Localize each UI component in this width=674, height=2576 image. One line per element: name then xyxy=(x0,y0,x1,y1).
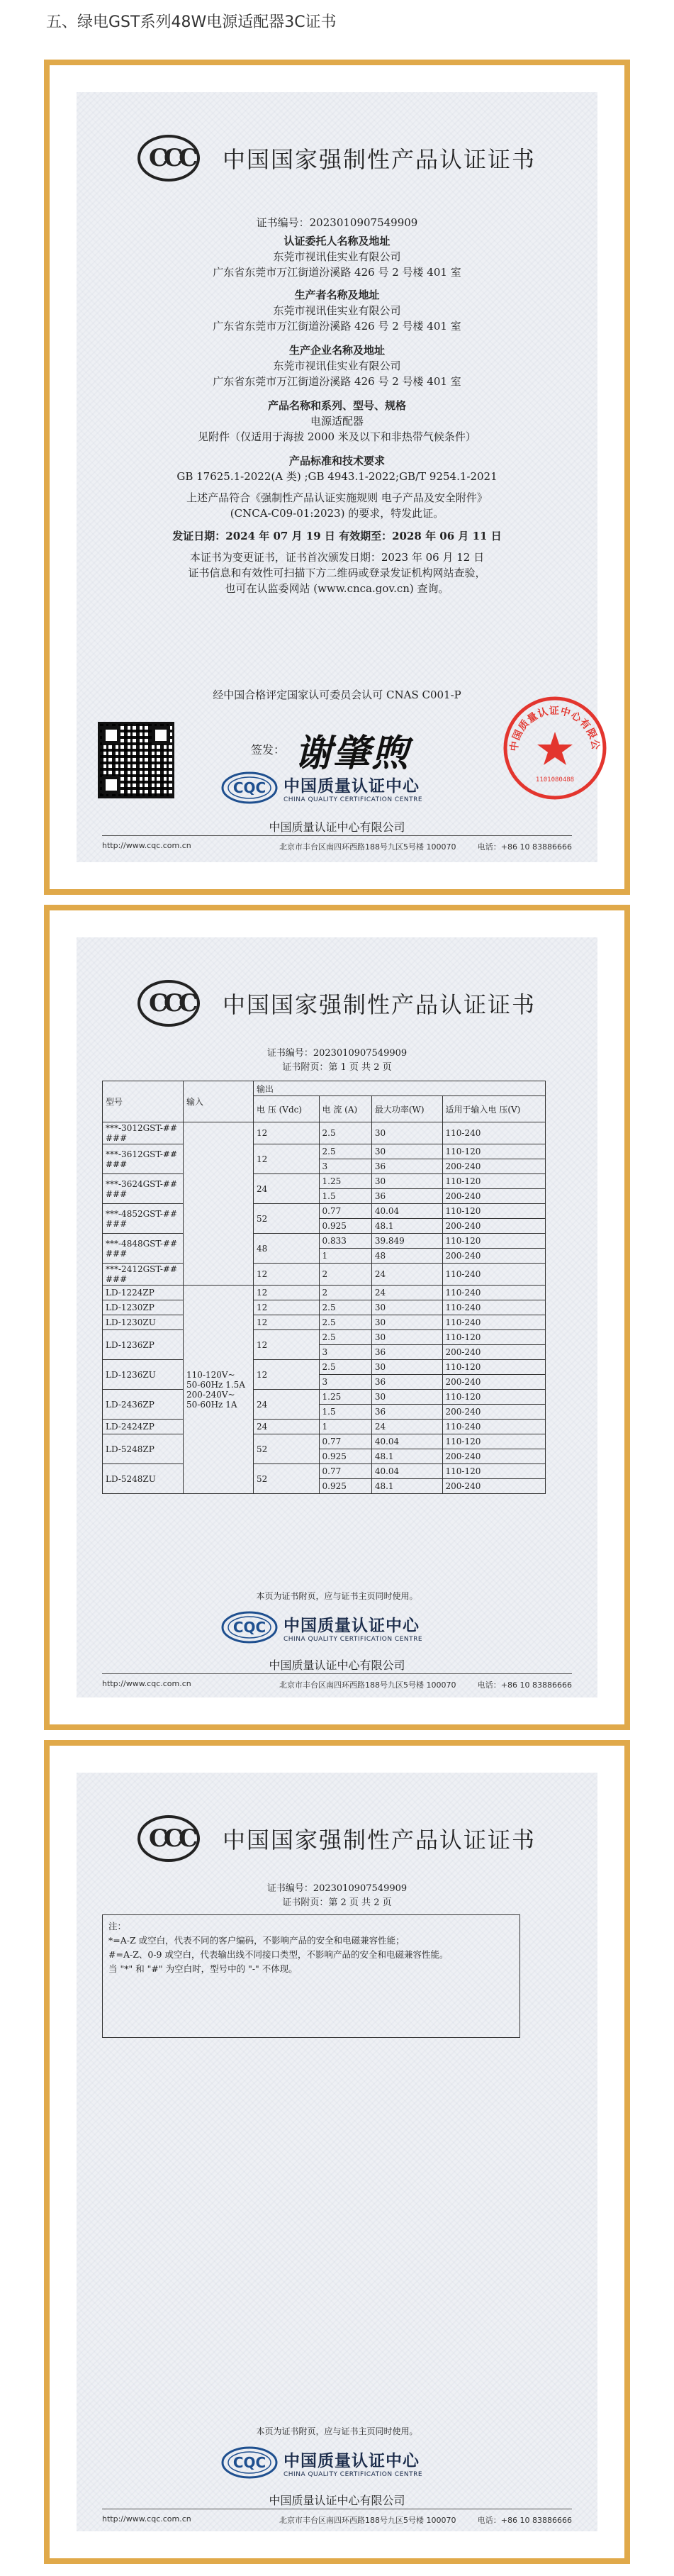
cell-model: LD-1224ZP xyxy=(103,1286,184,1300)
seal-text: 中国质量认证中心有限公 xyxy=(508,705,602,752)
table-row xyxy=(103,1434,546,1449)
cell-vrange: 200-240 xyxy=(442,1449,546,1464)
table-row xyxy=(103,1360,546,1375)
cell-power: 36 xyxy=(371,1375,442,1390)
table-row xyxy=(103,1315,546,1330)
cell-power: 36 xyxy=(371,1159,442,1174)
cell-vrange: 110-240 xyxy=(442,1264,546,1286)
validity-dates: 发证日期：2024 年 07 月 19 日 有效期至：2028 年 06 月 11 日 xyxy=(172,530,502,542)
phone-number: +86 10 83886666 xyxy=(500,842,572,852)
col-header-vrange: 适用于输入电 压(V) xyxy=(442,1096,546,1122)
cell-current: 1 xyxy=(319,1249,371,1264)
cell-vrange: 110-240 xyxy=(442,1122,546,1144)
cqc-logo-icon xyxy=(221,1611,278,1644)
conformity-statement-1: 上述产品符合《强制性产品认证实施规则 电子产品及安全附件》 xyxy=(186,491,488,504)
cell-model: LD-1236ZP xyxy=(103,1330,184,1360)
manufacturer-name: 东莞市视讯佳实业有限公司 xyxy=(273,304,401,317)
seal-code: 1101080488 xyxy=(535,776,575,784)
cell-current: 1.25 xyxy=(319,1390,371,1405)
table-row xyxy=(103,1286,546,1300)
cell-voltage: 12 xyxy=(254,1330,320,1360)
note-interface-code: #=A-Z、0-9 或空白，代表输出线不同接口类型，不影响产品的安全和电磁兼容性能。 xyxy=(108,1949,449,1960)
table-row xyxy=(103,1390,546,1405)
cell-vrange: 110-120 xyxy=(442,1144,546,1159)
cell-vrange: 200-240 xyxy=(442,1375,546,1390)
cell-vrange: 200-240 xyxy=(442,1219,546,1234)
certificate-page-1 xyxy=(44,60,630,895)
cell-voltage: 12 xyxy=(254,1360,320,1390)
cell-voltage: 52 xyxy=(254,1434,320,1464)
cell-power: 30 xyxy=(371,1144,442,1159)
cell-model: ***-3612GST-## ### xyxy=(103,1144,184,1174)
cell-current: 3 xyxy=(319,1375,371,1390)
table-row xyxy=(103,1234,546,1249)
cell-model: ***-2412GST-## ### xyxy=(103,1264,184,1286)
cell-voltage: 24 xyxy=(254,1174,320,1204)
cell-vrange: 110-240 xyxy=(442,1420,546,1434)
cqc-chinese-name: 中国质量认证中心 xyxy=(283,1617,420,1635)
applicant-label: 认证委托人名称及地址 xyxy=(283,235,391,247)
cell-power: 30 xyxy=(371,1122,442,1144)
certificate-page-2 xyxy=(44,905,630,1730)
cell-voltage: 12 xyxy=(254,1122,320,1144)
cell-model: LD-2436ZP xyxy=(103,1390,184,1420)
cell-power: 48.1 xyxy=(371,1449,442,1464)
cell-power: 24 xyxy=(371,1286,442,1300)
cell-input: 110-120V~ 50-60Hz 1.5A 200-240V~ 50-60Hz 1A xyxy=(184,1286,254,1494)
cell-voltage: 12 xyxy=(254,1315,320,1330)
cell-model: ***-4848GST-## ### xyxy=(103,1234,184,1264)
cell-voltage: 52 xyxy=(254,1464,320,1494)
cqc-address: 北京市丰台区南四环西路188号九区5号楼 100070 xyxy=(279,1680,456,1690)
cell-power: 30 xyxy=(371,1390,442,1405)
phone-label: 电话： xyxy=(477,2516,501,2525)
factory-address: 广东省东莞市万江街道汾溪路 426 号 2 号楼 401 室 xyxy=(213,375,461,388)
cqc-english-name: CHINA QUALITY CERTIFICATION CENTRE xyxy=(283,1636,423,1643)
table-row xyxy=(103,1204,546,1219)
manufacturer-address: 广东省东莞市万江街道汾溪路 426 号 2 号楼 401 室 xyxy=(213,320,461,333)
applicant-name: 东莞市视讯佳实业有限公司 xyxy=(273,250,401,263)
cell-model: ***-4852GST-## ### xyxy=(103,1204,184,1234)
conformity-statement-2: (CNCA-C09-01:2023) 的要求，特发此证。 xyxy=(230,507,444,520)
cqc-logo-icon xyxy=(221,2446,278,2479)
cell-power: 30 xyxy=(371,1174,442,1189)
table-row xyxy=(103,1122,546,1144)
svg-text:CQC: CQC xyxy=(232,2454,266,2471)
cqc-chinese-name: 中国质量认证中心 xyxy=(283,2452,420,2470)
factory-name: 东莞市视讯佳实业有限公司 xyxy=(273,359,401,372)
cell-model: LD-5248ZP xyxy=(103,1434,184,1464)
cqc-english-name: CHINA QUALITY CERTIFICATION CENTRE xyxy=(283,796,423,803)
cell-model: ***-3624GST-## ### xyxy=(103,1174,184,1204)
certificate-title: 中国国家强制性产品认证证书 xyxy=(223,991,537,1018)
table-row xyxy=(103,1174,546,1189)
cqc-phone xyxy=(478,1679,572,1690)
col-header-output: 输出 xyxy=(254,1081,546,1096)
cell-vrange: 200-240 xyxy=(442,1249,546,1264)
cell-current: 0.77 xyxy=(319,1434,371,1449)
ccc-mark-icon: CCC xyxy=(137,980,200,1027)
cqc-english-name: CHINA QUALITY CERTIFICATION CENTRE xyxy=(283,2471,423,2478)
cell-power: 48.1 xyxy=(371,1219,442,1234)
appendix-page: 证书附页：第 1 页 共 2 页 xyxy=(282,1062,392,1073)
spec-table xyxy=(102,1081,546,1494)
cell-current: 0.77 xyxy=(319,1464,371,1479)
cell-vrange: 200-240 xyxy=(442,1159,546,1174)
cell-power: 30 xyxy=(371,1300,442,1315)
cqc-company-name: 中国质量认证中心有限公司 xyxy=(269,1658,405,1672)
cell-model: LD-5248ZU xyxy=(103,1464,184,1494)
cell-vrange: 110-120 xyxy=(442,1330,546,1345)
cell-vrange: 200-240 xyxy=(442,1345,546,1360)
cell-vrange: 110-120 xyxy=(442,1360,546,1375)
cqc-phone xyxy=(478,841,572,852)
cell-current: 0.833 xyxy=(319,1234,371,1249)
cell-power: 40.04 xyxy=(371,1434,442,1449)
note-customer-code: *=A-Z 或空白，代表不同的客户编码，不影响产品的安全和电磁兼容性能； xyxy=(108,1935,405,1946)
factory-label: 生产企业名称及地址 xyxy=(288,344,385,357)
cell-voltage: 48 xyxy=(254,1234,320,1264)
ccc-mark-icon: CCC xyxy=(137,135,200,182)
signature: 谢肇煦 xyxy=(295,732,410,775)
cell-vrange: 110-240 xyxy=(442,1300,546,1315)
certificate-paper xyxy=(77,937,597,1697)
col-header-input: 输入 xyxy=(184,1081,254,1122)
table-row xyxy=(103,1420,546,1434)
cell-vrange: 110-240 xyxy=(442,1286,546,1300)
cell-voltage: 12 xyxy=(254,1286,320,1300)
footer-divider xyxy=(102,1673,572,1674)
official-seal xyxy=(502,695,608,801)
manufacturer-label: 生产者名称及地址 xyxy=(294,289,380,301)
cell-vrange: 110-120 xyxy=(442,1464,546,1479)
cell-vrange: 200-240 xyxy=(442,1189,546,1204)
svg-text:CQC: CQC xyxy=(232,779,266,796)
cqc-url: http://www.cqc.com.cn xyxy=(102,841,191,850)
svg-text:CQC: CQC xyxy=(232,1619,266,1636)
footer-divider xyxy=(102,835,572,836)
appendix-footnote: 本页为证书附页，应与证书主页同时使用。 xyxy=(256,1591,418,1601)
cell-power: 39.849 xyxy=(371,1234,442,1249)
cqc-url: http://www.cqc.com.cn xyxy=(102,2514,191,2524)
cqc-address: 北京市丰台区南四环西路188号九区5号楼 100070 xyxy=(279,2516,456,2525)
cnca-note: 也可在认监委网站 (www.cnca.gov.cn) 查询。 xyxy=(225,582,449,595)
col-header-model: 型号 xyxy=(103,1081,184,1122)
cell-current: 1.5 xyxy=(319,1405,371,1420)
col-header-current: 电 流 (A) xyxy=(319,1096,371,1122)
cell-model: LD-1230ZP xyxy=(103,1300,184,1315)
cqc-logo-icon xyxy=(221,771,278,804)
cell-voltage: 52 xyxy=(254,1204,320,1234)
cell-current: 3 xyxy=(319,1345,371,1360)
note-blank-rule: 当 "*" 和 "#" 为空白时，型号中的 "-" 不体现。 xyxy=(108,1963,298,1974)
cell-current: 2.5 xyxy=(319,1122,371,1144)
appendix-footnote: 本页为证书附页，应与证书主页同时使用。 xyxy=(256,2426,418,2436)
cell-current: 1.25 xyxy=(319,1174,371,1189)
cqc-company-name: 中国质量认证中心有限公司 xyxy=(269,820,405,834)
appendix-page: 证书附页：第 2 页 共 2 页 xyxy=(282,1897,392,1908)
cell-vrange: 200-240 xyxy=(442,1479,546,1494)
cell-vrange: 110-120 xyxy=(442,1390,546,1405)
standards-list: GB 17625.1-2022(A 类) ;GB 4943.1-2022;GB/T 9254.1-2021 xyxy=(176,470,498,483)
ccc-mark-icon: CCC xyxy=(137,1815,200,1862)
certificate-paper xyxy=(77,92,602,862)
notes-box xyxy=(102,1914,520,2038)
standard-label: 产品标准和技术要求 xyxy=(288,455,385,467)
cell-power: 40.04 xyxy=(371,1204,442,1219)
cell-model: LD-1230ZU xyxy=(103,1315,184,1330)
product-note: 见附件（仅适用于海拔 2000 米及以下和非热带气候条件） xyxy=(198,430,476,443)
cell-voltage: 12 xyxy=(254,1144,320,1174)
cell-power: 36 xyxy=(371,1189,442,1204)
cell-power: 36 xyxy=(371,1345,442,1360)
certificate-title: 中国国家强制性产品认证证书 xyxy=(223,1827,537,1853)
product-label: 产品名称和系列、型号、规格 xyxy=(267,399,406,412)
phone-number: +86 10 83886666 xyxy=(500,1680,572,1690)
cqc-chinese-name: 中国质量认证中心 xyxy=(283,777,420,796)
sign-label: 签发： xyxy=(251,743,286,757)
cell-current: 0.925 xyxy=(319,1449,371,1464)
cell-current: 2.5 xyxy=(319,1330,371,1345)
phone-number: +86 10 83886666 xyxy=(500,2516,572,2525)
cell-power: 36 xyxy=(371,1405,442,1420)
col-header-voltage: 电 压 (Vdc) xyxy=(254,1096,320,1122)
cqc-address: 北京市丰台区南四环西路188号九区5号楼 100070 xyxy=(279,842,456,852)
cell-voltage: 24 xyxy=(254,1390,320,1420)
cell-current: 3 xyxy=(319,1159,371,1174)
cell-model: ***-3012GST-## ### xyxy=(103,1122,184,1144)
cell-model: LD-2424ZP xyxy=(103,1420,184,1434)
cell-current: 1 xyxy=(319,1420,371,1434)
cell-current: 2.5 xyxy=(319,1315,371,1330)
cell-current: 2.5 xyxy=(319,1144,371,1159)
cell-power: 40.04 xyxy=(371,1464,442,1479)
cell-current: 2.5 xyxy=(319,1300,371,1315)
cell-vrange: 200-240 xyxy=(442,1405,546,1420)
cell-power: 30 xyxy=(371,1315,442,1330)
section-heading: 五、绿电GST系列48W电源适配器3C证书 xyxy=(46,13,337,31)
table-row xyxy=(103,1144,546,1159)
cell-power: 30 xyxy=(371,1360,442,1375)
applicant-address: 广东省东莞市万江街道汾溪路 426 号 2 号楼 401 室 xyxy=(213,266,461,279)
table-row xyxy=(103,1264,546,1286)
cell-power: 24 xyxy=(371,1264,442,1286)
verify-note: 证书信息和有效性可扫描下方二维码或登录发证机构网站查验， xyxy=(188,567,486,579)
table-row xyxy=(103,1300,546,1315)
cell-power: 48.1 xyxy=(371,1479,442,1494)
notes-heading: 注： xyxy=(108,1921,127,1931)
cqc-url: http://www.cqc.com.cn xyxy=(102,1679,191,1688)
cell-vrange: 110-120 xyxy=(442,1234,546,1249)
cell-current: 0.77 xyxy=(319,1204,371,1219)
phone-label: 电话： xyxy=(477,1680,501,1690)
cell-current: 2.5 xyxy=(319,1360,371,1375)
cell-voltage: 12 xyxy=(254,1264,320,1286)
cell-model: LD-1236ZU xyxy=(103,1360,184,1390)
certificate-paper xyxy=(77,1773,597,2531)
cell-voltage: 12 xyxy=(254,1300,320,1315)
cell-vrange: 110-120 xyxy=(442,1434,546,1449)
product-name: 电源适配器 xyxy=(310,415,364,428)
cell-current: 0.925 xyxy=(319,1219,371,1234)
change-note: 本证书为变更证书，证书首次颁发日期：2023 年 06 月 12 日 xyxy=(189,551,485,564)
table-row xyxy=(103,1464,546,1479)
cell-vrange: 110-120 xyxy=(442,1174,546,1189)
cell-current: 2 xyxy=(319,1264,371,1286)
cell-input-blank xyxy=(184,1122,254,1286)
cell-current: 1.5 xyxy=(319,1189,371,1204)
certificate-title: 中国国家强制性产品认证证书 xyxy=(223,146,537,173)
certificate-number: 证书编号：2023010907549909 xyxy=(256,216,418,229)
certificate-number: 证书编号：2023010907549909 xyxy=(266,1883,408,1894)
cqc-company-name: 中国质量认证中心有限公司 xyxy=(269,2494,405,2507)
cqc-phone xyxy=(478,2514,572,2526)
qr-code xyxy=(98,722,174,798)
cell-voltage: 24 xyxy=(254,1420,320,1434)
cell-current: 2 xyxy=(319,1286,371,1300)
phone-label: 电话： xyxy=(477,842,501,852)
cell-power: 48 xyxy=(371,1249,442,1264)
cell-vrange: 110-240 xyxy=(442,1315,546,1330)
cell-power: 30 xyxy=(371,1330,442,1345)
col-header-power: 最大功率(W) xyxy=(371,1096,442,1122)
certificate-number: 证书编号：2023010907549909 xyxy=(266,1048,408,1059)
certificate-page-3 xyxy=(44,1740,630,2564)
cell-vrange: 110-120 xyxy=(442,1204,546,1219)
cell-power: 24 xyxy=(371,1420,442,1434)
cell-current: 0.925 xyxy=(319,1479,371,1494)
table-row xyxy=(103,1330,546,1345)
cnas-accreditation: 经中国合格评定国家认可委员会认可 CNAS C001-P xyxy=(213,688,461,701)
